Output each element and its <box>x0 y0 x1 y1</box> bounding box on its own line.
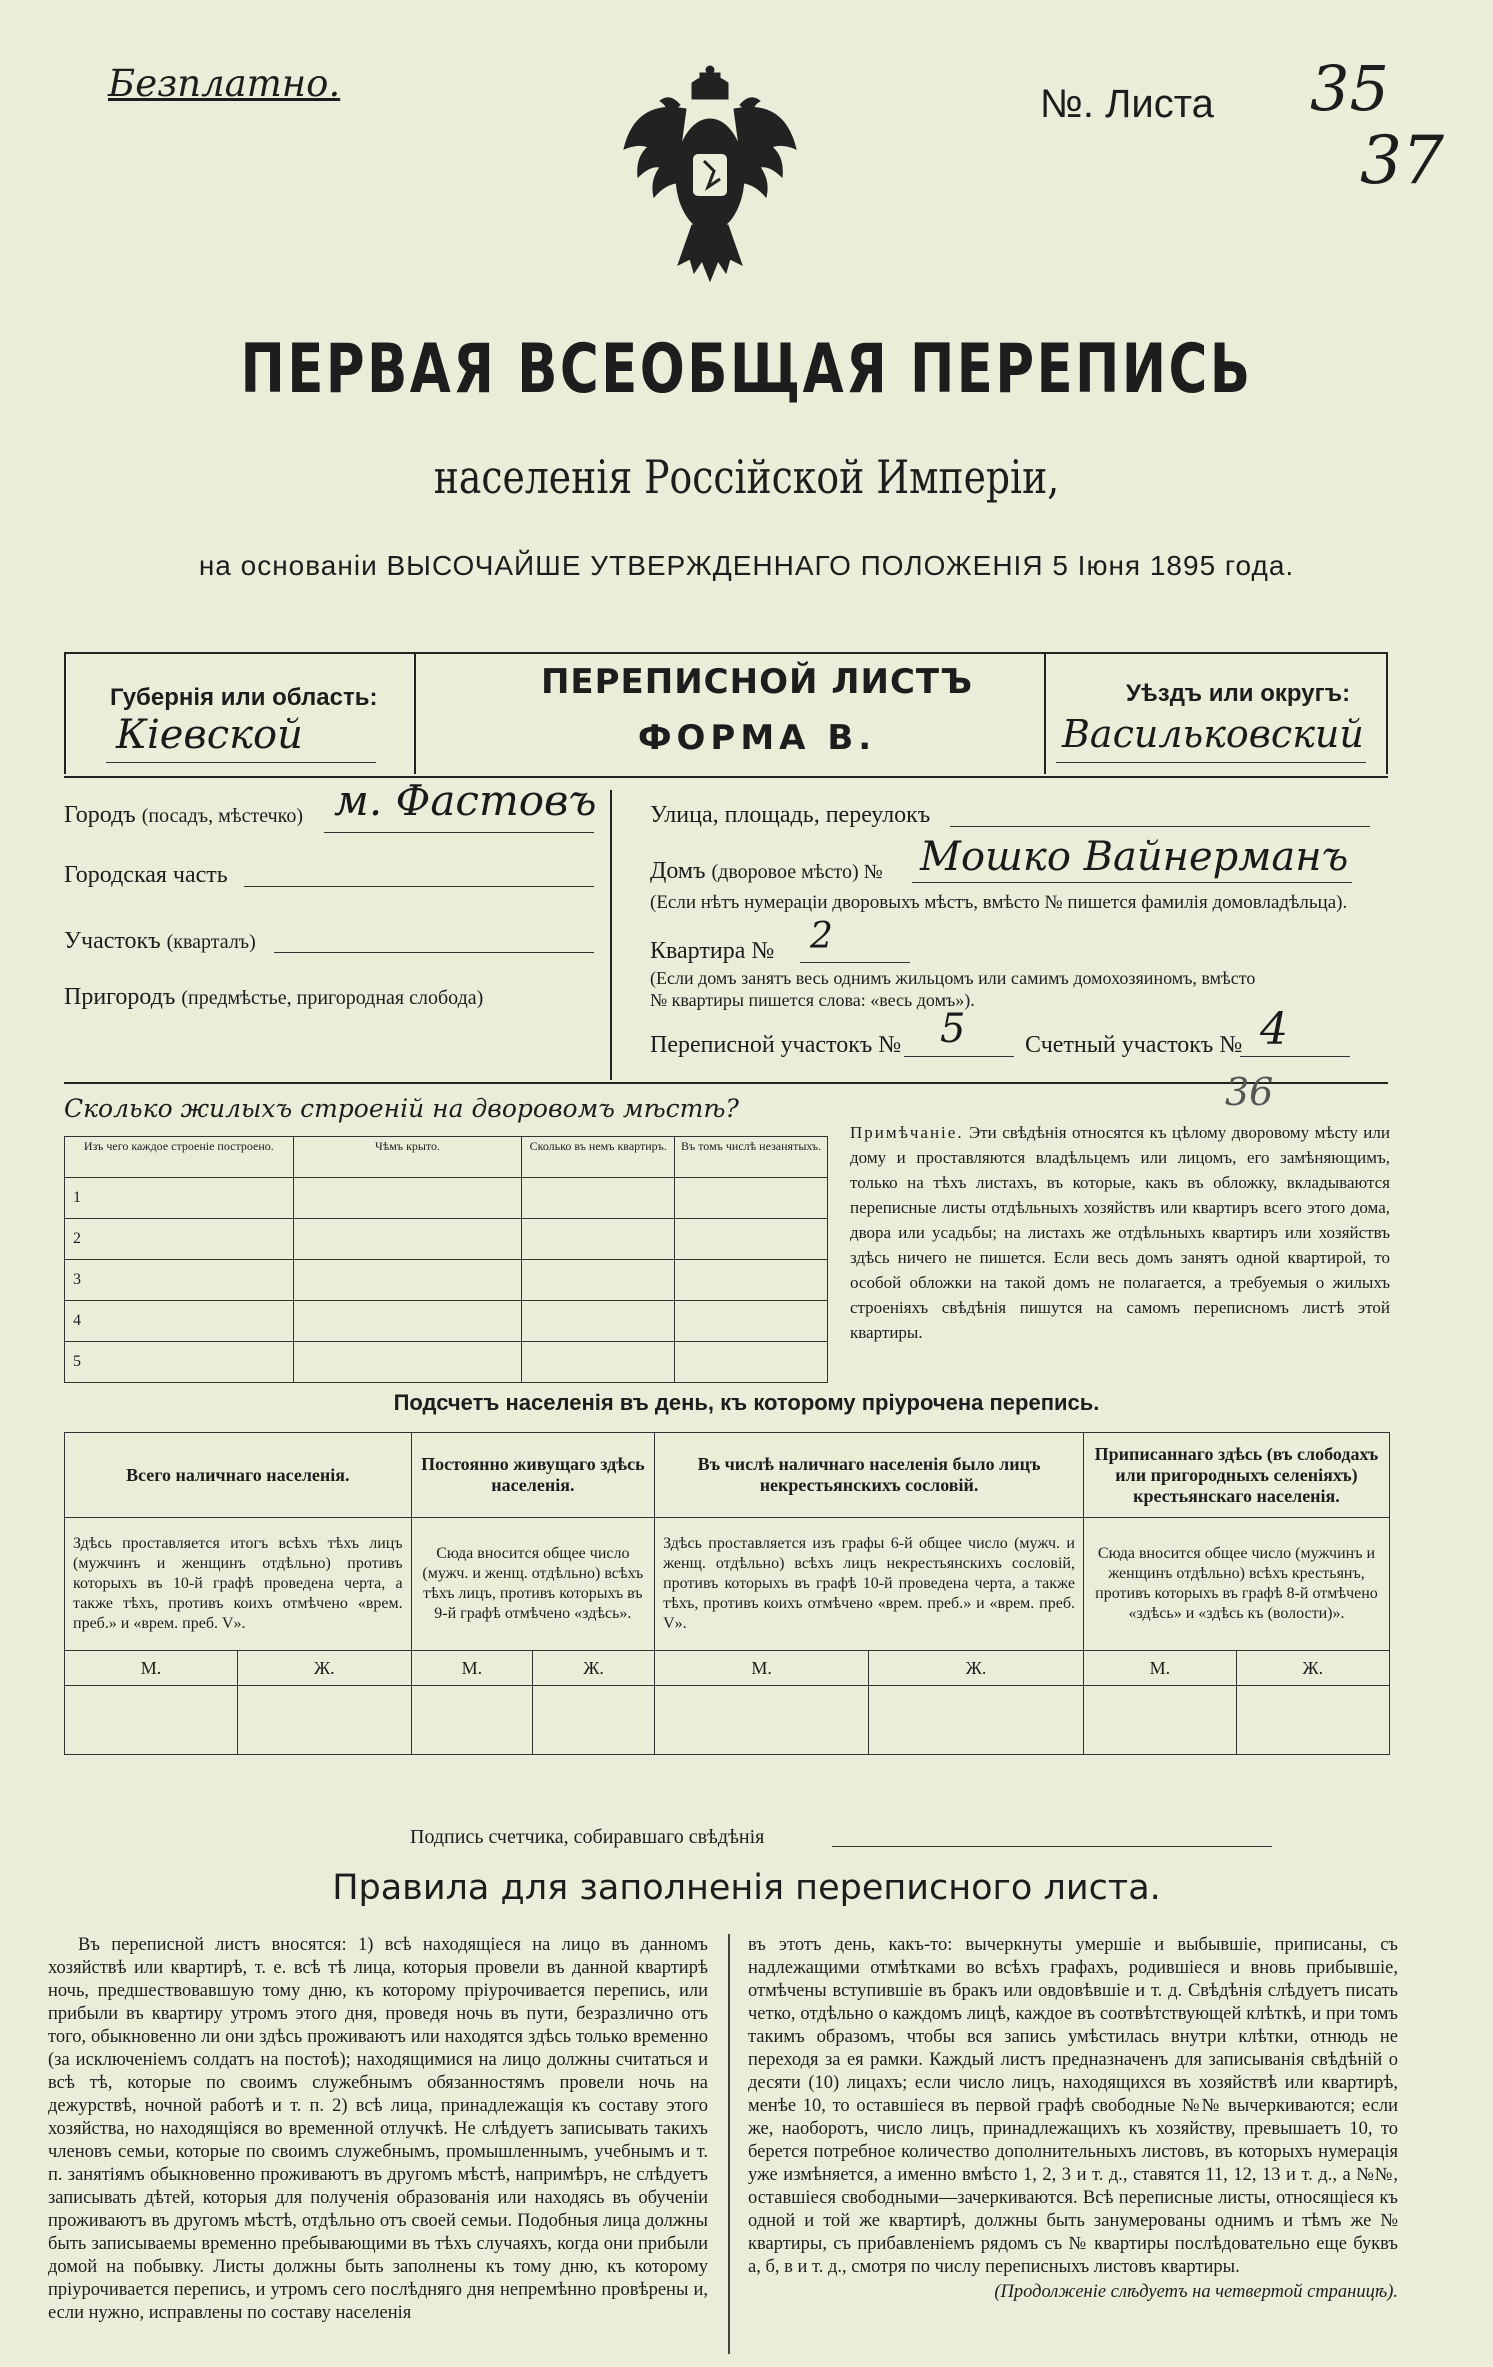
address-right <box>650 790 1390 1080</box>
free-label: Безплатно. <box>108 62 341 105</box>
row-number: 4 <box>65 1301 294 1342</box>
legal-basis: на основаніи ВЫСОЧАЙШЕ УТВЕРЖДЕННАГО ПОЛОЖЕНІЯ 5 Іюня 1895 года. <box>198 550 1295 581</box>
count-precinct-label: Счетный участокъ № <box>1025 1032 1243 1058</box>
row-number: 3 <box>65 1260 294 1301</box>
suburb-hint: (предмѣстье, пригородная слобода) <box>181 987 484 1009</box>
buildings-col-material: Изъ чего каждое строеніе построено. <box>65 1137 294 1178</box>
population-col-permanent-text: Сюда вносится общее число (мужч. и женщ. отдѣльно) всѣхъ тѣхъ лицъ, противъ которыхъ въ 9-й графѣ отмѣчено «здѣсь». <box>411 1518 654 1651</box>
house-hint: (дворовое мѣсто) № <box>711 861 883 883</box>
rules-right-text: въ этотъ день, какъ-то: вычеркнуты умершіе и выбывшіе, приписаны, съ надлежащими отмѣтками во всѣхъ графахъ, родившіеся и вновь прибывшіе, отмѣчены вступившіе въ бракъ или овдовѣвшіе и т. д. Свѣдѣнія слѣдуетъ писать четко, отдѣльно о каждомъ лицѣ, каждое въ соотвѣтствующей клѣткѣ, и при томъ такимъ образомъ, чтобы вся запись умѣстилась внутри клѣтки, отнюдь не переходя за ея рамки. Каждый листъ предназначенъ для записыванія свѣдѣній о десяти (10) лицахъ; если число лицъ, находящихся въ хозяйствѣ или квартирѣ, менѣе 10, то оставшіеся въ первой графѣ свободные №№ вычеркиваются; если же, наоборотъ, число лицъ, принадлежащихъ къ хозяйству, превышаетъ 10, то берется потребное количество дополнительныхъ листовъ, въ которыхъ нумерація уже измѣняется, а именно вмѣсто 1, 2, 3 и т. д., ставятся 11, 12, 13 и т. д., а №№, оставшіеся свободными—зачеркиваются. Всѣ переписные листы, относящіеся къ одной и той же квартирѣ, должны быть занумерованы однимъ и тѣмъ же № квартиры, съ прибавленіемъ рядомъ съ № квартиры послѣдовательно еще буквъ а, б, в и т. д., смотря по числу переписныхъ листовъ квартиры. <box>748 1935 1398 2277</box>
population-col-nonpeasant-title: Въ числѣ наличнаго населенія было лицъ некрестьянскихъ сословій. <box>655 1433 1084 1518</box>
male-header: М. <box>1083 1651 1236 1686</box>
form-head <box>64 652 1388 778</box>
buildings-col-roof: Чѣмъ крыто. <box>293 1137 522 1178</box>
table-row <box>65 1219 828 1260</box>
buildings-col-apartments: Сколько въ немъ квартиръ. <box>522 1137 675 1178</box>
population-col-total-text: Здѣсь проставляется итогъ всѣхъ тѣхъ лицъ (мужчинъ и женщинъ отдѣльно) противъ которыхъ въ 10-й графѣ проведена черта, а также тѣхъ, противъ коихъ отмѣчено «врем. преб.» и «врем. преб. V». <box>65 1518 412 1651</box>
population-value-row <box>65 1686 1390 1755</box>
province-box <box>64 654 416 774</box>
apt-label: Квартира № <box>650 938 775 964</box>
population-col-nonpeasant-text: Здѣсь проставляется изъ графы 6-й общее число (мужч. и женщ. отдѣльно) всѣхъ лицъ некрестьянскихъ сословій, противъ которыхъ въ графѣ 10-й проведена черта, а также тѣхъ, противъ коихъ отмѣчено «врем. преб.» и «врем. преб. V». <box>655 1518 1084 1651</box>
precinct-field <box>64 928 256 955</box>
population-col-peasant-text: Сюда вносится общее число (мужчинъ и женщинъ отдѣльно) всѣхъ крестьянъ, противъ которыхъ въ графѣ 8-й отмѣчено «здѣсь» и «здѣсь къ (волости)». <box>1083 1518 1389 1651</box>
form-title-box <box>412 654 1102 774</box>
city-field <box>64 802 303 829</box>
female-header: Ж. <box>237 1651 411 1686</box>
female-header: Ж. <box>533 1651 655 1686</box>
form-title: ПЕРЕПИСНОЙ ЛИСТЪ <box>540 662 974 702</box>
rules-left-column: Въ переписной листъ вносятся: 1) всѣ находящіеся на лицо въ данномъ хозяйствѣ или квартирѣ, т. е. всѣ тѣ лица, которыя провели въ данной квартирѣ ночь, предшествовавшую тому дню, къ которому пріурочивается перепись, или прибыли въ квартиру утромъ этого дня, проведя ночь въ пути, безразлично отъ того, обыкновенно ли они здѣсь проживаютъ или находятся здѣсь только временно (за исключеніемъ солдатъ на постоѣ); находящимися на лицо должны считаться и всѣ тѣ, которые по своимъ служебнымъ обязанностямъ провели ночь на дежурствѣ, ночной работѣ и т. п. 2) всѣ лица, принадлежащія къ составу этого хозяйства, но находящіяся во временной отлучкѣ. Не слѣдуетъ записывать такихъ членовъ семьи, которые по своимъ служебнымъ, промышленнымъ, учебнымъ и т. п. занятіямъ обыкновенно проживаютъ въ другомъ мѣстѣ, напримѣръ, не слѣдуетъ записывать дѣтей, которыя для полученія образованія или находясь въ обученіи проживаютъ въ другомъ мѣстѣ, отдѣльно отъ своей семьи. Подобныя лица должны быть записываемы временно пребывающими въ тѣхъ случаяхъ, когда они прибыли домой на побывку. Листы должны быть заполнены къ тому дню, къ которому пріурочивается перепись, и утромъ сего послѣдняго дня непремѣнно провѣрены и, если нужно, исправлены по составу населенія <box>48 1935 708 2323</box>
house-note: (Если нѣтъ нумераціи дворовыхъ мѣстъ, вмѣсто № пишется фамилія домовладѣльца). <box>650 892 1348 913</box>
sheet-number-label: №. Листа <box>1040 82 1214 126</box>
house-label: Домъ <box>650 858 706 884</box>
city-value: м. Фастовъ <box>334 776 597 825</box>
female-header: Ж. <box>869 1651 1084 1686</box>
population-sex-row <box>65 1651 1390 1686</box>
population-title-row <box>65 1433 1390 1518</box>
margin-number-handwritten: 36 <box>1225 1070 1274 1114</box>
buildings-col-vacant: Въ томъ числѣ незанятыхъ. <box>675 1137 828 1178</box>
rules-title: Правила для заполненія переписного листа. <box>332 1868 1161 1908</box>
sheet-number-handwritten-1: 35 <box>1310 52 1389 125</box>
apt-note-1: (Если домъ занятъ весь однимъ жильцомъ или самимъ домохозяиномъ, вмѣсто <box>650 968 1256 988</box>
male-header: М. <box>411 1651 533 1686</box>
row-number: 1 <box>65 1178 294 1219</box>
city-part-label: Городская часть <box>64 862 228 888</box>
population-table <box>64 1432 1390 1755</box>
row-number: 5 <box>65 1342 294 1383</box>
province-value: Кiевской <box>116 712 303 758</box>
apt-value: 2 <box>810 916 833 957</box>
table-row <box>65 1178 828 1219</box>
buildings-table <box>64 1136 828 1383</box>
suburb-label: Пригородъ <box>64 984 176 1010</box>
address-left <box>64 776 604 1070</box>
form-variant: ФОРМА В. <box>637 718 877 758</box>
population-heading: Подсчетъ населенія въ день, къ которому пріурочена перепись. <box>393 1390 1100 1415</box>
note-title: Примѣчаніе. <box>850 1123 964 1142</box>
street-label: Улица, площадь, переулокъ <box>650 802 931 828</box>
table-row <box>65 1342 828 1383</box>
page-title: ПЕРВАЯ ВСЕОБЩАЯ ПЕРЕПИСЬ <box>240 330 1253 409</box>
district-label: Уѣздъ или округъ: <box>1126 680 1351 707</box>
suburb-field <box>64 984 483 1011</box>
district-value: Васильковский <box>1062 712 1364 756</box>
apt-note-2: № квартиры пишется слова: «весь домъ»). <box>650 990 975 1010</box>
census-precinct-label: Переписной участокъ № <box>650 1032 902 1058</box>
signature-label: Подпись счетчика, собиравшаго свѣдѣнія <box>410 1826 765 1848</box>
city-hint: (посадъ, мѣстечко) <box>141 805 304 827</box>
page-subtitle: населенія Россійской Имперіи, <box>433 450 1060 504</box>
district-box <box>1044 654 1388 774</box>
male-header: М. <box>65 1651 238 1686</box>
buildings-table-header <box>65 1137 828 1178</box>
precinct-label: Участокъ <box>64 928 161 954</box>
address-divider <box>610 790 612 1080</box>
population-col-permanent-title: Постоянно живущаго здѣсь населенія. <box>411 1433 654 1518</box>
rules-right-column <box>748 1934 1398 2304</box>
province-label: Губернія или область: <box>110 684 378 711</box>
table-row <box>65 1260 828 1301</box>
female-header: Ж. <box>1236 1651 1389 1686</box>
row-number: 2 <box>65 1219 294 1260</box>
population-col-peasant-title: Приписаннаго здѣсь (въ слободахъ или пригородныхъ селеніяхъ) крестьянскаго населенія. <box>1083 1433 1389 1518</box>
house-field <box>650 858 883 885</box>
census-precinct-value: 5 <box>940 1006 966 1052</box>
coat-of-arms-icon <box>620 65 800 295</box>
rules-continued: (Продолженіе слѣдуетъ на четвертой страницѣ). <box>994 2282 1398 2302</box>
precinct-hint: (кварталъ) <box>166 931 256 953</box>
buildings-question: Сколько жилыхъ строеній на дворовомъ мѣстѣ? <box>64 1094 739 1123</box>
sheet-number <box>1040 52 1444 199</box>
sheet-number-handwritten-2: 37 <box>1360 122 1444 199</box>
note-text: Эти свѣдѣнія относятся къ цѣлому дворовому мѣсту или дому и проставляются владѣльцемъ или лицомъ, его замѣняющимъ, только на тѣхъ листахъ, въ которые, какъ въ обложку, вкладываются переписные листы отдѣльныхъ хозяйствъ или квартиръ всего этого дома, двора или усадьбы; на листахъ же отдѣльныхъ квартиръ или хозяйствъ здѣсь ничего не пишется. Если весь домъ занятъ одной квартирой, то особой обложки на такой домъ не полагается, а требуемыя о жилыхъ строеніяхъ свѣдѣнія пишутся на самомъ переписномъ листѣ этой квартиры. <box>850 1123 1390 1342</box>
table-row <box>65 1301 828 1342</box>
population-text-row <box>65 1518 1390 1651</box>
city-label: Городъ <box>64 802 136 828</box>
population-col-total-title: Всего наличнаго населенія. <box>65 1433 412 1518</box>
male-header: М. <box>655 1651 869 1686</box>
count-precinct-value: 4 <box>1260 1004 1288 1055</box>
house-value: Мошко Вайнерманъ <box>920 834 1349 880</box>
buildings-note <box>850 1120 1390 1345</box>
